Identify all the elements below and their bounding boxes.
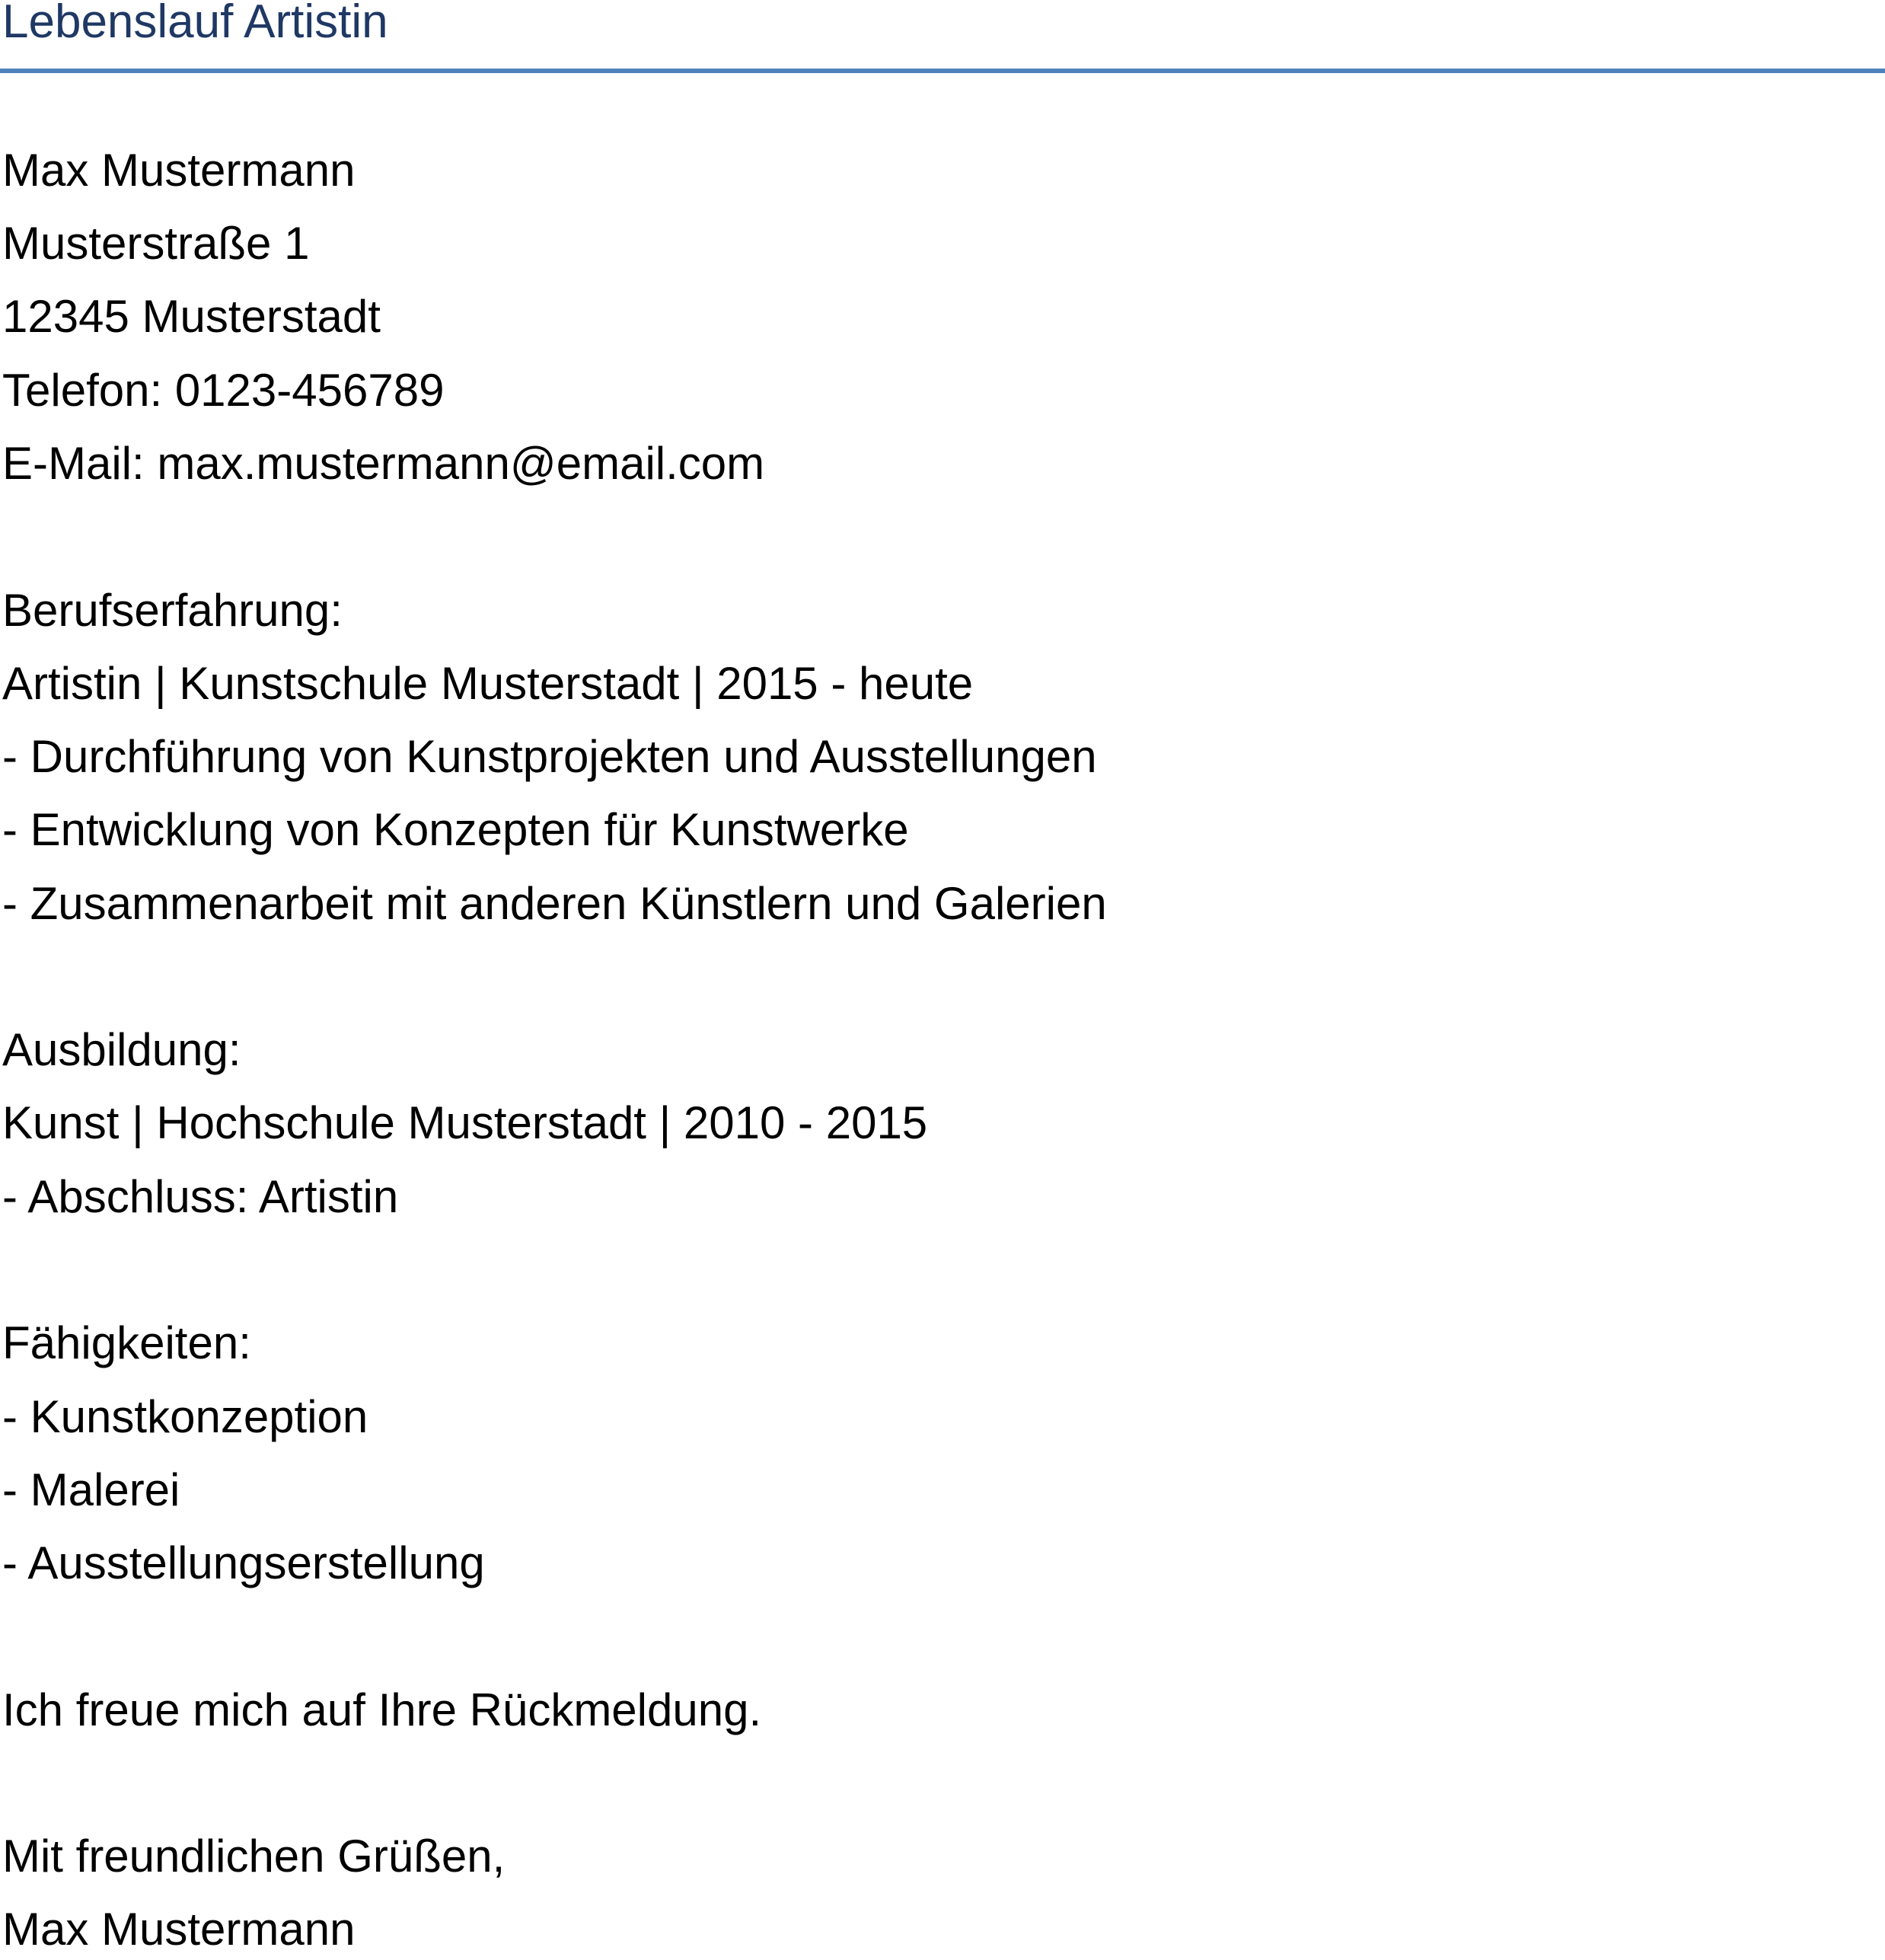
skills-item: - Kunstkonzeption: [2, 1391, 368, 1442]
skills-heading: Fähigkeiten:: [2, 1317, 251, 1368]
skills-item: - Ausstellungserstellung: [2, 1537, 485, 1588]
contact-name: Max Mustermann: [2, 145, 356, 196]
title-underline: [0, 69, 1885, 73]
contact-city: 12345 Musterstadt: [2, 291, 381, 342]
education-entry: Kunst | Hochschule Musterstadt | 2010 - 2015: [2, 1097, 928, 1148]
experience-item: - Entwicklung von Konzepten für Kunstwerke: [2, 804, 909, 855]
closing-text: Ich freue mich auf Ihre Rückmeldung.: [2, 1684, 762, 1735]
experience-heading: Berufserfahrung:: [2, 585, 343, 636]
experience-item: - Zusammenarbeit mit anderen Künstlern und Galerien: [2, 878, 1107, 929]
experience-position: Artistin | Kunstschule Musterstadt | 2015 - heute: [2, 658, 974, 709]
skills-item: - Malerei: [2, 1464, 180, 1515]
document-title: Lebenslauf Artistin: [2, 0, 388, 48]
education-item: - Abschluss: Artistin: [2, 1171, 399, 1222]
signature-name: Max Mustermann: [2, 1904, 356, 1955]
contact-phone: Telefon: 0123-456789: [2, 365, 445, 416]
contact-email: E-Mail: max.mustermann@email.com: [2, 438, 765, 489]
experience-item: - Durchführung von Kunstprojekten und Ausstellungen: [2, 731, 1097, 782]
contact-street: Musterstraße 1: [2, 218, 310, 269]
closing-greeting: Mit freundlichen Grüßen,: [2, 1831, 506, 1882]
education-heading: Ausbildung:: [2, 1024, 241, 1075]
